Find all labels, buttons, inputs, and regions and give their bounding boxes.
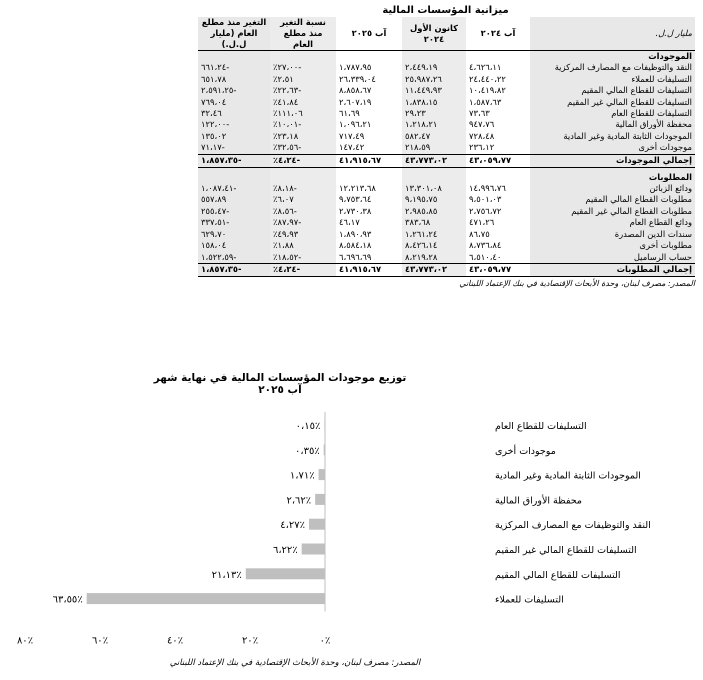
row-value: ١٤٧،٤٢ xyxy=(336,142,402,154)
row-value: ٤١،٩١٥،٦٧ xyxy=(336,263,402,276)
row-value: -٣٣٧،٥١ xyxy=(198,217,270,228)
row-value: ١،٢٦١،٢٤ xyxy=(402,229,466,240)
row-value: -٨،١٨٪ xyxy=(270,183,336,194)
row-value: -٧١،١٧ xyxy=(198,142,270,154)
bar xyxy=(315,494,325,505)
row-value: ١٥٨،٠٤ xyxy=(198,240,270,251)
category-label: محفظة الأوراق المالية xyxy=(495,495,582,507)
table-row xyxy=(198,252,695,264)
row-value: ٨،٨٥٨،٦٧ xyxy=(336,85,402,96)
bar xyxy=(246,568,325,579)
table-row xyxy=(198,62,695,73)
bar xyxy=(319,469,325,480)
row-value: ١،٧٨٧،٩٥ xyxy=(336,62,402,73)
column-header: مليار ل.ل. xyxy=(530,17,695,51)
row-value: ٦،٥١٠،٤٠ xyxy=(466,252,530,264)
row-value: ٦٥١،٧٨ xyxy=(198,74,270,85)
row-value: ٦،٦٩٦،٦٩ xyxy=(336,252,402,264)
row-value: ١٢،٢١٣،٦٨ xyxy=(336,183,402,194)
row-value: -٨٧،٩٧٪ xyxy=(270,217,336,228)
row-value: -٤،٢٤٪ xyxy=(270,154,336,167)
x-tick-label: ٢٠٪ xyxy=(241,635,259,647)
row-value: ١٣،٣٠١،٠٨ xyxy=(402,183,466,194)
bar-value-label: ٠،٣٥٪ xyxy=(294,445,320,457)
row-value: ٦١،٦٩ xyxy=(336,108,402,119)
table-row xyxy=(198,183,695,194)
table-row xyxy=(198,240,695,251)
row-value: ٤،٦٢٦،١١ xyxy=(466,62,530,73)
section-title-row xyxy=(198,51,695,63)
column-header: نسبة التغير منذ مطلع العام xyxy=(270,17,336,51)
row-value: -٢٥٥،٤٧ xyxy=(198,206,270,217)
section-title: الموجودات xyxy=(530,51,695,63)
row-value: ١٤،٩٩٦،٧٦ xyxy=(466,183,530,194)
assets-distribution-chart xyxy=(0,400,703,650)
bar-value-label: ٦،٢٢٪ xyxy=(272,545,298,556)
column-header: التغير منذ مطلع العام (مليار ل.ل.) xyxy=(198,17,270,51)
row-value: ٧٦٩،٠٤ xyxy=(198,97,270,108)
total-row xyxy=(198,263,695,276)
row-value: ٢،٧٥٦،٧٢ xyxy=(466,206,530,217)
row-value: ٤٣،٠٥٩،٧٧ xyxy=(466,263,530,276)
bar xyxy=(309,519,325,530)
row-value: ٩،٧٥٣،٦٤ xyxy=(336,194,402,205)
section-title: المطلوبات xyxy=(530,172,695,183)
row-value: ٢٣٦،١٢ xyxy=(466,142,530,154)
table-row xyxy=(198,206,695,217)
category-label: موجودات أخرى xyxy=(495,445,556,457)
section-title-row xyxy=(198,172,695,183)
empty-cell xyxy=(336,51,402,63)
row-value: ١،٨٣٨،١٥ xyxy=(402,97,466,108)
row-value: -١٨،٥٢٪ xyxy=(270,252,336,264)
row-value: ٢،٧٣٠،٣٨ xyxy=(336,206,402,217)
row-value: -٣٢،٥٦٪ xyxy=(270,142,336,154)
x-tick-label: ٨٠٪ xyxy=(16,635,34,647)
table-row xyxy=(198,119,695,130)
row-value: -٨،٥٦٪ xyxy=(270,206,336,217)
row-value: ٧٢٨،٤٨ xyxy=(466,131,530,142)
empty-cell xyxy=(336,172,402,183)
empty-cell xyxy=(466,51,530,63)
row-value: -١٠،٠١٪ xyxy=(270,119,336,130)
row-value: ١٠،٤١٩،٨٢ xyxy=(466,85,530,96)
row-value: ١١١،٠٦٪ xyxy=(270,108,336,119)
row-value: ١٣٥،٠٢ xyxy=(198,131,270,142)
row-label: التسليفات للعملاء xyxy=(530,74,695,85)
row-value: ١،٥٨٧،٦٣ xyxy=(466,97,530,108)
bar-value-label: ١،٧١٪ xyxy=(289,470,315,482)
row-label: سندات الدين المصدرة xyxy=(530,229,695,240)
row-value: ٩،٥٠١،٠٣ xyxy=(466,194,530,205)
chart-source: المصدر: مصرف لبنان، وحدة الأبحاث الإقتصادية في بنك الإعتماد اللبناني xyxy=(169,658,421,668)
row-value: ١،٨٩٠،٩٣ xyxy=(336,229,402,240)
row-value: ١١،٤٤٩،٩٣ xyxy=(402,85,466,96)
table-row xyxy=(198,217,695,228)
row-value: ٢١٨،٥٩ xyxy=(402,142,466,154)
x-tick-label: ٦٠٪ xyxy=(91,635,109,647)
row-value: ٢٣،١٨٪ xyxy=(270,131,336,142)
table-row xyxy=(198,142,695,154)
table-row xyxy=(198,85,695,96)
row-value: ٧١٧،٤٩ xyxy=(336,131,402,142)
row-value: ٦٢٩،٧٠ xyxy=(198,229,270,240)
empty-cell xyxy=(402,51,466,63)
row-value: ٨،٢١٩،٢٨ xyxy=(402,252,466,264)
row-value: ٨٦،٧٥ xyxy=(466,229,530,240)
chart-title: توزيع موجودات المؤسسات المالية في نهاية شهر آب ٢٠٢٥ xyxy=(153,372,407,396)
row-value: ٩٤٧،٧٦ xyxy=(466,119,530,130)
row-value: ٢،٥١٪ xyxy=(270,74,336,85)
empty-cell xyxy=(198,51,270,63)
row-value: ٨،٤٢٦،١٤ xyxy=(402,240,466,251)
row-value: -٦٦١،٢٤ xyxy=(198,62,270,73)
row-value: -١،٨٥٧،٣٥ xyxy=(198,263,270,276)
row-value: ٤٩،٩٣٪ xyxy=(270,229,336,240)
row-label: الموجودات الثابتة المادية وغير المادية xyxy=(530,131,695,142)
empty-cell xyxy=(402,172,466,183)
table-title: ميزانية المؤسسات المالية xyxy=(382,5,509,16)
bar-value-label: ٢١،١٣٪ xyxy=(211,569,242,581)
row-label: ودائع الزبائن xyxy=(530,183,695,194)
row-value: ٢٥،٩٨٧،٢٦ xyxy=(402,74,466,85)
category-label: التسليفات للعملاء xyxy=(495,594,564,606)
x-tick-label: ٤٠٪ xyxy=(166,635,184,647)
table-header-row xyxy=(198,17,695,51)
row-label: محفظة الأوراق المالية xyxy=(530,119,695,130)
empty-cell xyxy=(466,172,530,183)
row-label: مطلوبات القطاع المالي غير المقيم xyxy=(530,206,695,217)
row-value: ٤٣،٧٧٣،٠٢ xyxy=(402,154,466,167)
row-label: مطلوبات أخرى xyxy=(530,240,695,251)
row-label: موجودات أخرى xyxy=(530,142,695,154)
table-row xyxy=(198,97,695,108)
row-value: ٢،٩٨٥،٨٥ xyxy=(402,206,466,217)
bar-value-label: ٢،٦٢٪ xyxy=(286,495,312,507)
bar-value-label: ٦٣،٥٥٪ xyxy=(52,594,83,606)
row-value: ٢٤،٤٤٠،٢٢ xyxy=(466,74,530,85)
table-row xyxy=(198,229,695,240)
row-value: ٨،٥٨٤،١٨ xyxy=(336,240,402,251)
row-value: ٤٧١،٢٦ xyxy=(466,217,530,228)
row-value: -١،٠٨٧،٤١ xyxy=(198,183,270,194)
row-label: إجمالي المطلوبات xyxy=(530,263,695,276)
empty-cell xyxy=(198,172,270,183)
row-value: ٧٣،٦٣ xyxy=(466,108,530,119)
row-value: -١،٨٥٧،٣٥ xyxy=(198,154,270,167)
table-row xyxy=(198,74,695,85)
row-value: ٨،٧٣٦،٨٤ xyxy=(466,240,530,251)
row-label: مطلوبات القطاع المالي المقيم xyxy=(530,194,695,205)
row-value: -٢٢،٦٣٪ xyxy=(270,85,336,96)
table-row xyxy=(198,108,695,119)
row-value: ٢،٤٤٩،١٩ xyxy=(402,62,466,73)
row-value: ٤٣،٧٧٣،٠٢ xyxy=(402,263,466,276)
row-label: التسليفات للقطاع المالي غير المقيم xyxy=(530,97,695,108)
row-value: -٢٧،٠٠٪ xyxy=(270,62,336,73)
empty-cell xyxy=(270,172,336,183)
category-label: النقد والتوظيفات مع المصارف المركزية xyxy=(495,520,651,532)
row-value: ٦،٠٧٪ xyxy=(270,194,336,205)
row-value: ٢،٦٠٧،١٩ xyxy=(336,97,402,108)
bar-value-label: ٤،٢٧٪ xyxy=(280,520,305,532)
row-value: ٣٢،٤٦ xyxy=(198,108,270,119)
row-value: -١،٥٢٢،٥٩ xyxy=(198,252,270,264)
x-tick-label: ٠٪ xyxy=(319,635,331,647)
empty-cell xyxy=(270,51,336,63)
row-value: ٥٨٢،٤٧ xyxy=(402,131,466,142)
category-label: التسليفات للقطاع المالي غير المقيم xyxy=(495,545,637,556)
row-value: ٢٦،٣٣٩،٠٤ xyxy=(336,74,402,85)
row-label: إجمالي الموجودات xyxy=(530,154,695,167)
row-value: ٣٨٣،٦٨ xyxy=(402,217,466,228)
row-value: ١،٢١٨،٢١ xyxy=(402,119,466,130)
column-header: آب ٢٠٢٥ xyxy=(336,17,402,51)
row-value: ٤١،٩١٥،٦٧ xyxy=(336,154,402,167)
table-row xyxy=(198,194,695,205)
bar xyxy=(302,544,325,555)
row-value: ٥٥٧،٨٩ xyxy=(198,194,270,205)
total-row xyxy=(198,154,695,167)
row-value: ٤٣،٠٥٩،٧٧ xyxy=(466,154,530,167)
row-value: -٤،٢٤٪ xyxy=(270,263,336,276)
row-label: النقد والتوظيفات مع المصارف المركزية xyxy=(530,62,695,73)
row-value: ٤١،٨٤٪ xyxy=(270,97,336,108)
table-row xyxy=(198,131,695,142)
row-label: ودائع القطاع العام xyxy=(530,217,695,228)
row-value: ٩،١٩٥،٧٥ xyxy=(402,194,466,205)
row-label: حساب الرساميل xyxy=(530,252,695,264)
balance-sheet-table xyxy=(198,17,695,277)
column-header: كانون الأول ٢٠٢٤ xyxy=(402,17,466,51)
row-value: ١،٨٨٪ xyxy=(270,240,336,251)
category-label: التسليفات للقطاع المالي المقيم xyxy=(495,569,621,581)
row-label: التسليفات للقطاع المالي المقيم xyxy=(530,85,695,96)
row-value: ١،٠٩٦،٢١ xyxy=(336,119,402,130)
category-label: التسليفات للقطاع العام xyxy=(495,421,587,432)
column-header: آب ٢٠٢٤ xyxy=(466,17,530,51)
bar xyxy=(87,593,325,604)
row-value: -٢،٥٩١،٢٥ xyxy=(198,85,270,96)
balance-sheet-table-section xyxy=(198,4,695,288)
row-value: ٤٦،١٧ xyxy=(336,217,402,228)
row-value: ٢٩،٢٣ xyxy=(402,108,466,119)
bar-value-label: ٠،١٥٪ xyxy=(295,421,321,432)
row-value: -١٢٢،٠٠ xyxy=(198,119,270,130)
row-label: التسليفات للقطاع العام xyxy=(530,108,695,119)
category-label: الموجودات الثابتة المادية وغير المادية xyxy=(495,470,641,482)
table-source: المصدر: مصرف لبنان، وحدة الأبحاث الإقتصادية في بنك الإعتماد اللبناني xyxy=(459,278,695,288)
